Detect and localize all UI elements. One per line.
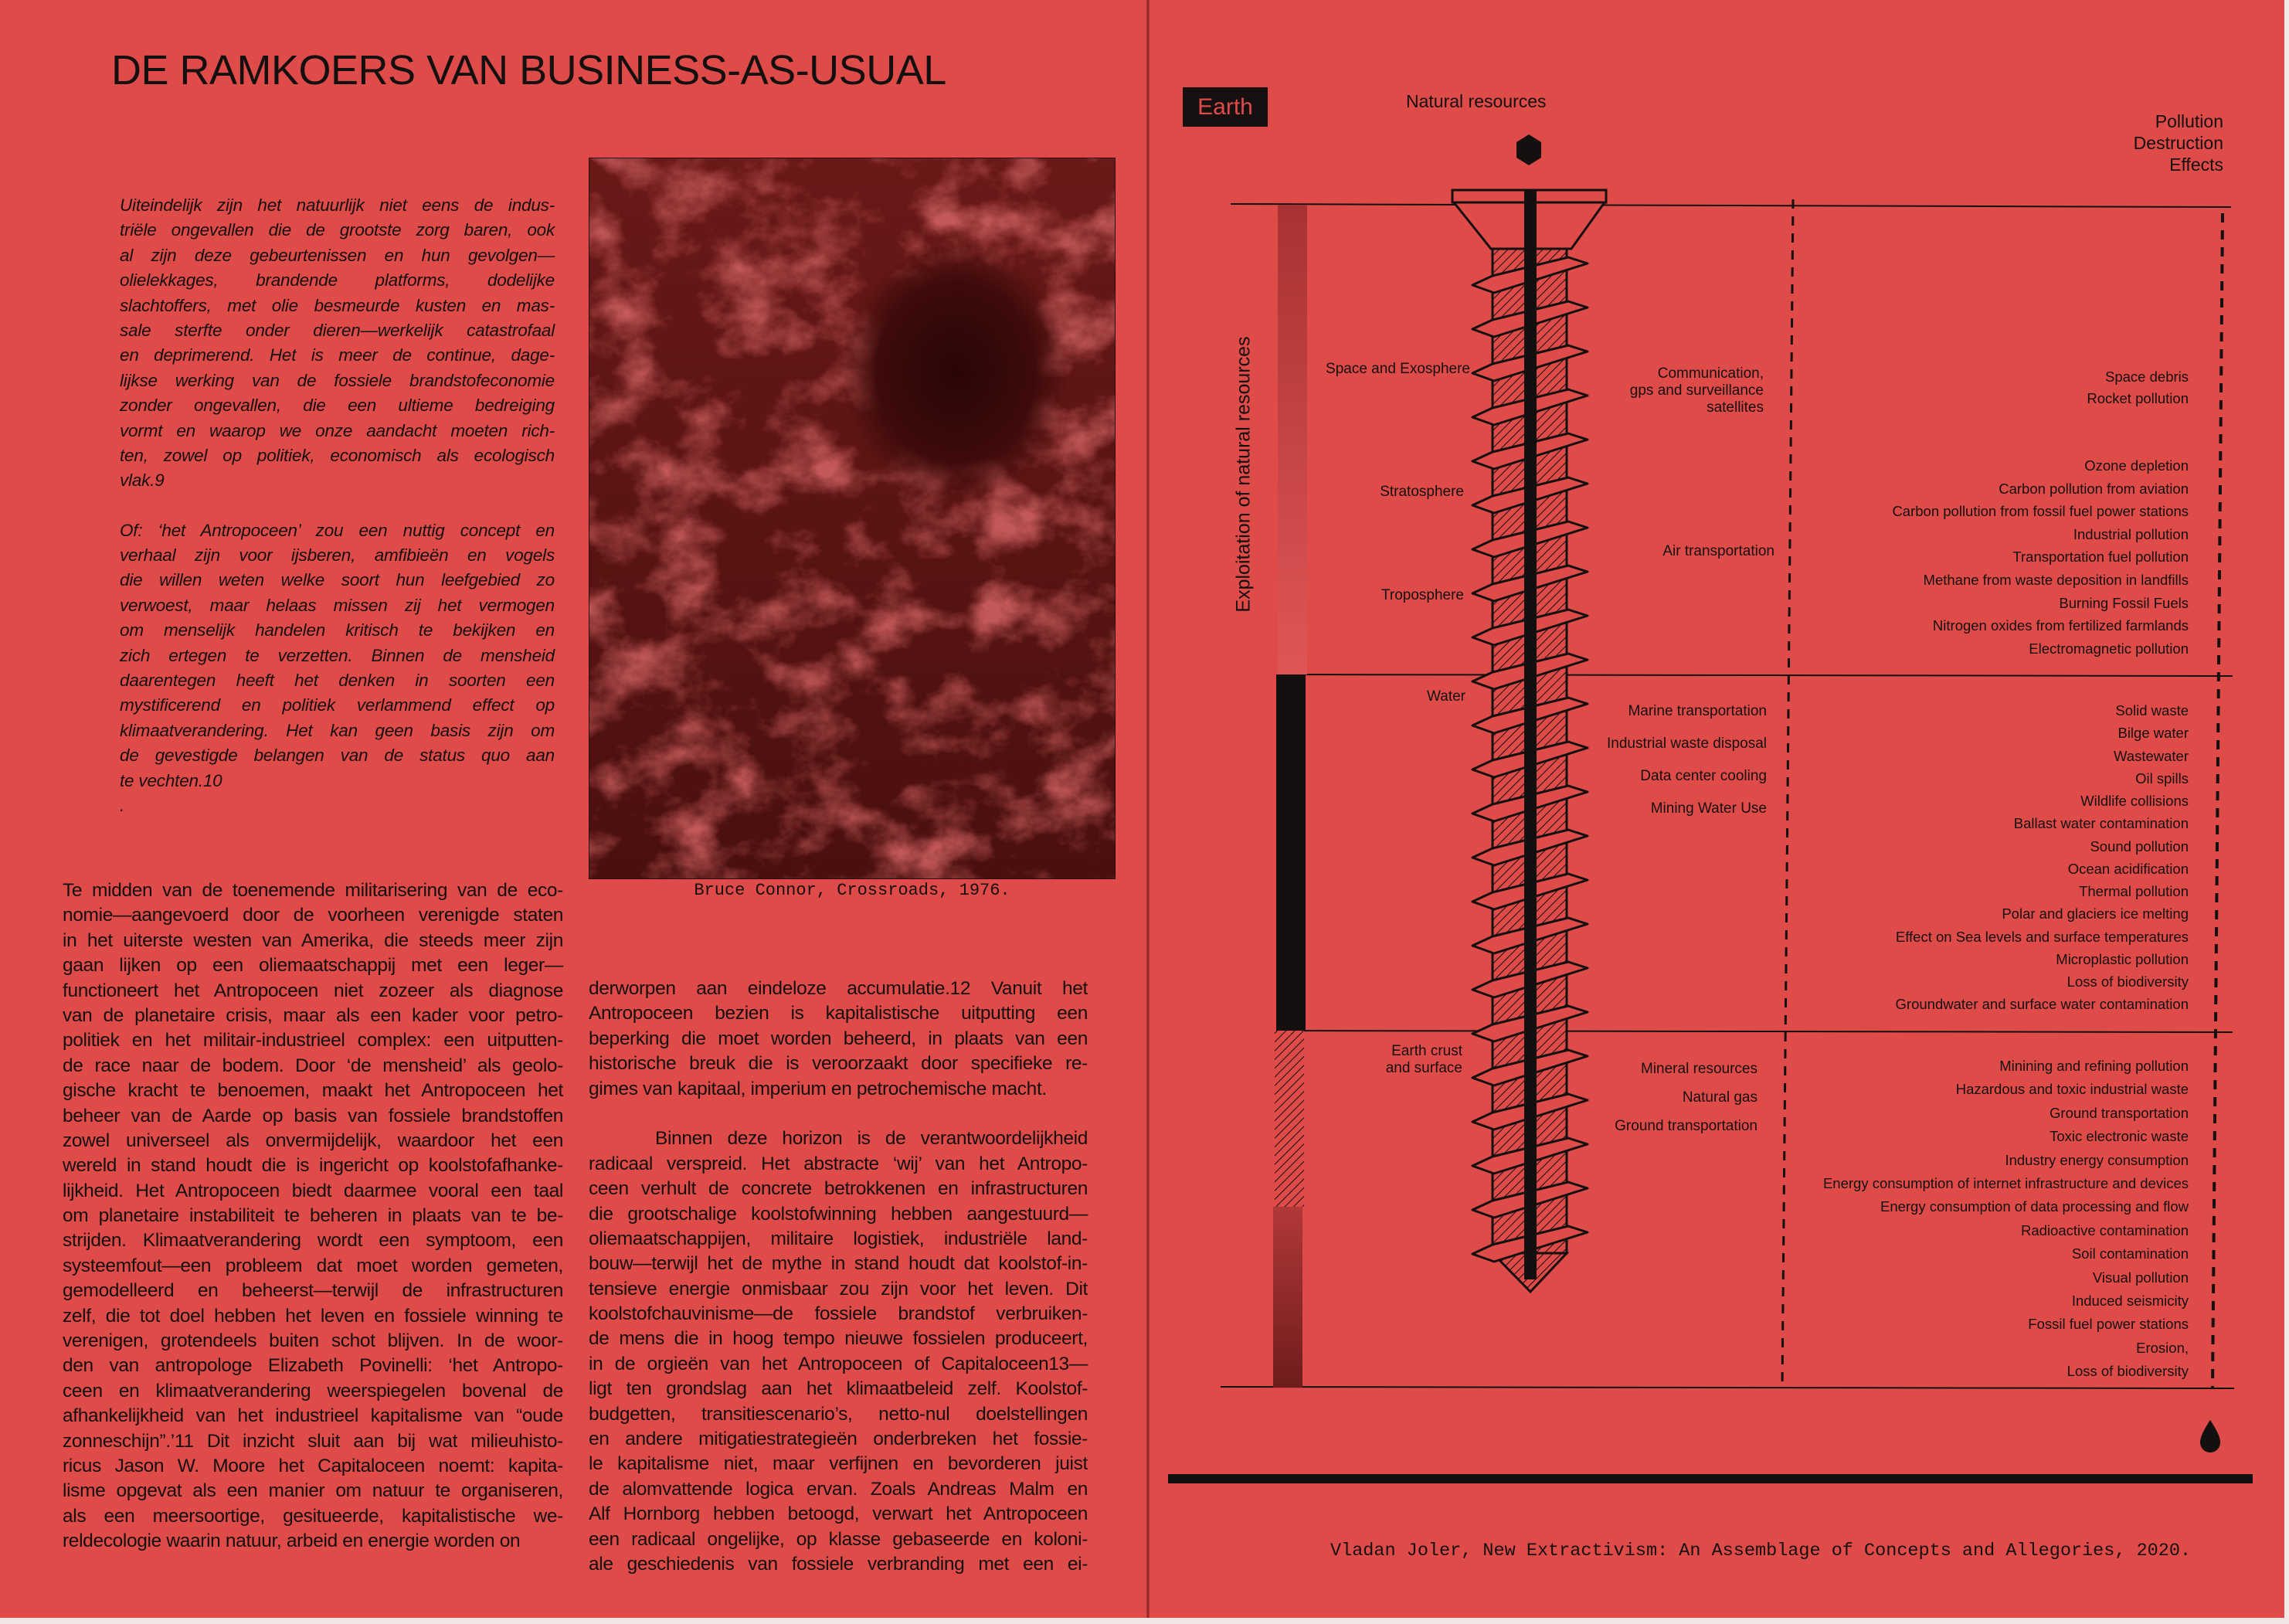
natural-resources-label: Natural resources: [1406, 91, 1547, 111]
text-line: lijkse werking van de fossiele brandstofeconomie: [120, 370, 555, 390]
text-line: bouw—terwijl het de mythe in stand houdt dat koolstof-in-: [589, 1253, 1088, 1275]
text-line: beheer van de Aarde op basis van fossiele brandstoffen: [63, 1105, 563, 1126]
effects-group-atmosphere: [1892, 454, 2189, 660]
text-line: Uiteindelijk zijn het natuurlijk niet eens de indus-: [120, 195, 555, 215]
effect-item: Minining and refining pollution: [1999, 1058, 2189, 1074]
effect-item: Toxic electronic waste: [2050, 1128, 2189, 1145]
text-line: radicaal verspreid. Het abstracte ‘wij’ van het Antropo-: [589, 1153, 1088, 1174]
use-labels-water: [1607, 695, 1767, 825]
use-label: Data center cooling: [1640, 768, 1767, 784]
text-line: om planetaire instabiliteit te beheren in plaats van te be-: [63, 1205, 563, 1227]
effect-item: Sound pollution: [2090, 837, 2189, 854]
text-line: klimaatverandering. Het kan geen basis zijn om: [120, 720, 555, 740]
layer-label-stratosphere: Stratosphere: [1380, 484, 1464, 500]
effects-group-earth: [1823, 1055, 2189, 1384]
label-line: Communication,: [1657, 365, 1764, 382]
text-line: daarentegen heeft het denken in soorten een: [120, 671, 555, 691]
effect-item: Carbon pollution from aviation: [1999, 480, 2189, 497]
effects-group-water: [1896, 699, 2189, 1016]
dashed-divider: [1782, 199, 1793, 1388]
text-line: een radicaal ongelijke, op klasse gebaseerde en koloni-: [589, 1528, 1088, 1550]
text-line: oliemaatschappijen, militaire logistiek, industriële land-: [589, 1228, 1088, 1249]
effect-item: Electromagnetic pollution: [2029, 640, 2189, 657]
text-line: van de planetaire crisis, maar als een kader voor petro-: [63, 1004, 563, 1026]
text-line: zich ertegen te verzetten. Binnen de mensheid: [120, 645, 555, 665]
text-line: te vechten.10: [120, 770, 222, 790]
effect-item: Energy consumption of data processing and flow: [1880, 1198, 2189, 1215]
header-line: Destruction: [2133, 133, 2223, 153]
effect-item: Induced seismicity: [2071, 1293, 2189, 1310]
text-line: al zijn deze gebeurtenissen en hun gevolgen—: [120, 245, 555, 265]
text-line: beperking die moet worden beheerd, in plaats van een: [589, 1028, 1088, 1049]
exploitation-bar-water: [1276, 674, 1306, 1031]
text-line: Te midden van de toenemende militarisering van de eco-: [63, 880, 563, 901]
text-line: functioneert het Antropoceen niet zozeer als diagnose: [63, 980, 563, 1001]
text-line: reldecologie waarin natuur, arbeid en energie worden on: [63, 1531, 521, 1552]
divider-line: [1221, 1387, 2234, 1388]
text-line: de alomvattende logica ervan. Zoals Andreas Malm en: [589, 1478, 1088, 1500]
use-label: Mining Water Use: [1650, 800, 1767, 817]
text-line: zonneschijn”.’11 Dit inzicht sluit aan bij wat milieuhisto-: [63, 1430, 563, 1452]
effect-item: Industrial pollution: [2073, 525, 2189, 542]
oil-drop-icon: [2200, 1420, 2220, 1452]
layer-label-earth: [1386, 1043, 1462, 1077]
text-line: de race naar de bodem. Door ‘de mensheid’ als geolo-: [63, 1055, 563, 1076]
effect-item: Methane from waste deposition in landfills: [1923, 571, 2189, 588]
exploitation-bar-atmosphere: [1278, 205, 1307, 674]
header-line: Effects: [2169, 155, 2223, 175]
effect-item: Space debris: [2105, 369, 2189, 385]
text-line: gische kracht te benoemen, maakt het Antropoceen het: [63, 1080, 563, 1102]
text-line: mystificerend en politiek verlammend effect op: [120, 695, 555, 715]
text-line: ligt ten grondslag aan het klimaatbeleid zelf. Koolstof-: [589, 1378, 1088, 1400]
text-line: .: [120, 795, 125, 815]
text-line: lijkheid. Het Antropoceen biedt daarmee vooral een taal: [63, 1180, 563, 1201]
text-line: zowel universeel als onvermijdelijk, waardoor het een: [63, 1130, 563, 1151]
effect-item: Ballast water contamination: [2013, 815, 2189, 832]
effect-item: Carbon pollution from fossil fuel power stations: [1892, 503, 2189, 520]
text-line: verenigen, grotendeels buiten schot blijven. In de woor-: [63, 1330, 563, 1352]
effect-item: Polar and glaciers ice melting: [2002, 905, 2189, 922]
divider-line: [1279, 1031, 2233, 1032]
text-line: budgetten, transitiescenario’s, netto-nul doelstellingen: [589, 1403, 1088, 1425]
text-line: om menselijk handelen kritisch te bekijken en: [120, 620, 555, 640]
text-line: strijden. Klimaatverandering wordt een symptoom, een: [63, 1230, 563, 1252]
exploitation-bar-earth-hatched: [1275, 1031, 1304, 1207]
text-line: politiek en het militair-industrieel complex: een uitputten-: [63, 1030, 563, 1052]
label-line: gps and surveillance: [1629, 382, 1764, 399]
effect-item: Loss of biodiversity: [2067, 1363, 2189, 1380]
effect-item: Nitrogen oxides from fertilized farmlands: [1932, 617, 2189, 634]
earth-badge: Earth: [1183, 87, 1268, 127]
effect-item: Transportation fuel pollution: [2012, 549, 2189, 566]
layer-label-troposphere: Troposphere: [1381, 587, 1464, 603]
ground-bar: [1168, 1474, 2253, 1483]
text-line: en deprimerend. Het is meer de continue, dage-: [120, 345, 555, 365]
text-line: Antropoceen bezien is kapitalistische uitputting een: [589, 1003, 1088, 1024]
use-label: Ground transportation: [1615, 1118, 1758, 1134]
text-line: lisme opgevat als een manier om natuur te organiseren,: [63, 1480, 563, 1502]
effect-item: Burning Fossil Fuels: [2059, 594, 2189, 611]
text-line: historische breuk die is veroorzaakt door specifieke re-: [589, 1053, 1088, 1075]
text-line: derworpen aan eindeloze accumulatie.12 Vanuit het: [589, 978, 1088, 999]
text-line: vormt en waarop we onze aandacht moeten rich-: [120, 420, 555, 440]
use-label-communication: [1630, 365, 1764, 416]
effect-item: Solid waste: [2115, 702, 2189, 719]
text-line: slachtoffers, met olie besmeurde kusten en mas-: [120, 295, 555, 315]
text-line: ceen verhult de concrete betrokkenen en infrastructuren: [589, 1178, 1088, 1200]
text-line: de mens die in hoog tempo nieuwe fossielen produceert,: [589, 1328, 1088, 1350]
effect-item: Effect on Sea levels and surface temperatures: [1895, 928, 2189, 945]
screw-illustration: [1452, 190, 1606, 1292]
effect-item: Fossil fuel power stations: [2028, 1316, 2189, 1333]
effect-item: Thermal pollution: [2079, 883, 2189, 899]
effect-item: Hazardous and toxic industrial waste: [1955, 1081, 2189, 1098]
text-line: en andere mitigatiestrategieën onderbreken het fossie-: [589, 1429, 1088, 1450]
effect-item: Erosion,: [2136, 1339, 2189, 1356]
divider-line: [1279, 674, 2233, 676]
use-label: Industrial waste disposal: [1607, 736, 1767, 752]
divider-line: [1231, 204, 2231, 207]
effect-item: Microplastic pollution: [2056, 950, 2189, 967]
use-label: Mineral resources: [1641, 1061, 1758, 1077]
effect-item: Ground transportation: [2050, 1104, 2189, 1121]
hexagon-nut-icon: [1516, 134, 1541, 165]
exploitation-axis-label: Exploitation of natural resources: [1232, 336, 1255, 613]
effect-item: Wildlife collisions: [2080, 793, 2189, 809]
text-line: olielekkages, brandende platforms, dodelijke: [120, 270, 555, 290]
page-title: DE RAMKOERS VAN BUSINESS-AS-USUAL: [111, 47, 946, 93]
effect-item: Ocean acidification: [2067, 860, 2189, 877]
text-line: zonder ongevallen, die een ultieme bedreiging: [120, 396, 555, 416]
effect-item: Energy consumption of internet infrastructure and devices: [1822, 1175, 2189, 1192]
effect-item: Bilge water: [2117, 725, 2189, 742]
text-line: triële ongevallen die de grootste zorg baren, ook: [120, 220, 555, 240]
text-line: ten, zowel op politiek, economisch als ecologisch: [120, 445, 555, 465]
text-line: nomie—aangevoerd door de voorheen verenigde staten: [63, 905, 563, 926]
text-line: ale geschiedenis van fossiele verbranding met een ei-: [589, 1553, 1088, 1575]
effect-item: Oil spills: [2135, 770, 2189, 787]
effects-group-space: [2087, 366, 2189, 409]
effect-item: Wastewater: [2114, 747, 2189, 764]
text-line: verwoest, maar helaas missen zij het vermogen: [120, 595, 555, 615]
text-line: sale sterfte onder dieren—werkelijk catastrofaal: [120, 320, 555, 340]
text-line: verhaal zijn voor ijsberen, amfibieën en vogels: [120, 545, 555, 566]
use-label: Natural gas: [1682, 1089, 1758, 1106]
effect-item: Loss of biodiversity: [2067, 973, 2189, 990]
text-line: Of: ‘het Antropoceen’ zou een nuttig concept en: [120, 520, 555, 540]
text-line: als een meersoortige, gesitueerde, kapitalistische we-: [63, 1505, 563, 1527]
effect-item: Industry energy consumption: [2005, 1151, 2189, 1168]
screw-core: [1524, 190, 1537, 1279]
effect-item: Groundwater and surface water contamination: [1895, 996, 2189, 1013]
text-line: Alf Hornborg hebben betoogd, verwart het Antropoceen: [589, 1503, 1088, 1525]
exploitation-bar-earth-deep: [1273, 1207, 1302, 1388]
use-labels-earth: [1615, 1055, 1758, 1140]
text-line: in het uiterste westen van Amerika, die steeds meer zijn: [63, 929, 563, 951]
label-line: satellites: [1707, 399, 1764, 416]
text-line: die grootschalige koolstofwinning hebben aangestuurd—: [589, 1203, 1088, 1225]
effect-item: Visual pollution: [2092, 1269, 2189, 1286]
use-label-air: Air transportation: [1662, 543, 1774, 559]
text-line: gimes van kapitaal, imperium en petrochemische macht.: [589, 1078, 1047, 1099]
text-line: wereld in stand houdt die is ingericht op koolstofafhanke-: [63, 1155, 563, 1177]
text-line: le kapitalisme niet, maar verfijnen en bevorderen juist: [589, 1453, 1088, 1475]
text-line: ricus Jason W. Moore het Capitaloceen noemt: kapita-: [63, 1455, 563, 1476]
text-line: systeemfout—een probleem dat moet worden gemeten,: [63, 1255, 563, 1276]
text-line: Binnen deze horizon is de verantwoordelijkheid: [655, 1128, 1088, 1150]
effect-item: Soil contamination: [2071, 1245, 2189, 1262]
layer-label-space: Space and Exosphere: [1326, 361, 1470, 377]
label-line: Earth crust: [1391, 1043, 1462, 1059]
text-line: gaan lijken op een oliemaatschappij met een leger—: [63, 955, 563, 977]
text-line: zelf, die tot doel hebben het leven en fossiele winning te: [63, 1305, 563, 1327]
photo-caption: Bruce Connor, Crossroads, 1976.: [694, 881, 1010, 900]
effect-item: Ozone depletion: [2084, 457, 2189, 474]
effect-item: Radioactive contamination: [2021, 1221, 2189, 1238]
use-label: Marine transportation: [1628, 703, 1767, 719]
figure-credit: Vladan Joler, New Extractivism: An Assemblage of Concepts and Allegories, 2020.: [1330, 1541, 2192, 1561]
text-line: vlak.9: [120, 471, 165, 491]
layer-label-water: Water: [1427, 688, 1465, 705]
label-line: and surface: [1385, 1060, 1462, 1076]
text-line: gemodelleerd en beheerst—terwijl de infrastructuren: [63, 1280, 563, 1302]
text-line: tensieve energie onmisbaar zou zijn voor het leven. Dit: [589, 1278, 1088, 1300]
header-line: Pollution: [2155, 111, 2223, 131]
text-line: ceen en klimaatverandering weerspiegelen bovenal de: [63, 1380, 563, 1401]
text-line: den van antropologe Elizabeth Povinelli: ‘het Antropo-: [63, 1355, 563, 1377]
text-line: koolstofchauvinisme—de fossiele brandstof verbruiken-: [589, 1303, 1088, 1325]
dashed-divider: [2213, 213, 2223, 1388]
text-line: de gevestigde belangen van de status quo aan: [120, 746, 555, 766]
effect-item: Rocket pollution: [2087, 390, 2189, 406]
text-line: in de orgieën van het Antropoceen of Capitaloceen13—: [589, 1353, 1088, 1374]
text-line: die willen weten welke soort hun leefgebied zo: [120, 570, 555, 590]
text-line: afhankelijkheid van het industrieel kapitalisme van “oude: [63, 1405, 563, 1427]
